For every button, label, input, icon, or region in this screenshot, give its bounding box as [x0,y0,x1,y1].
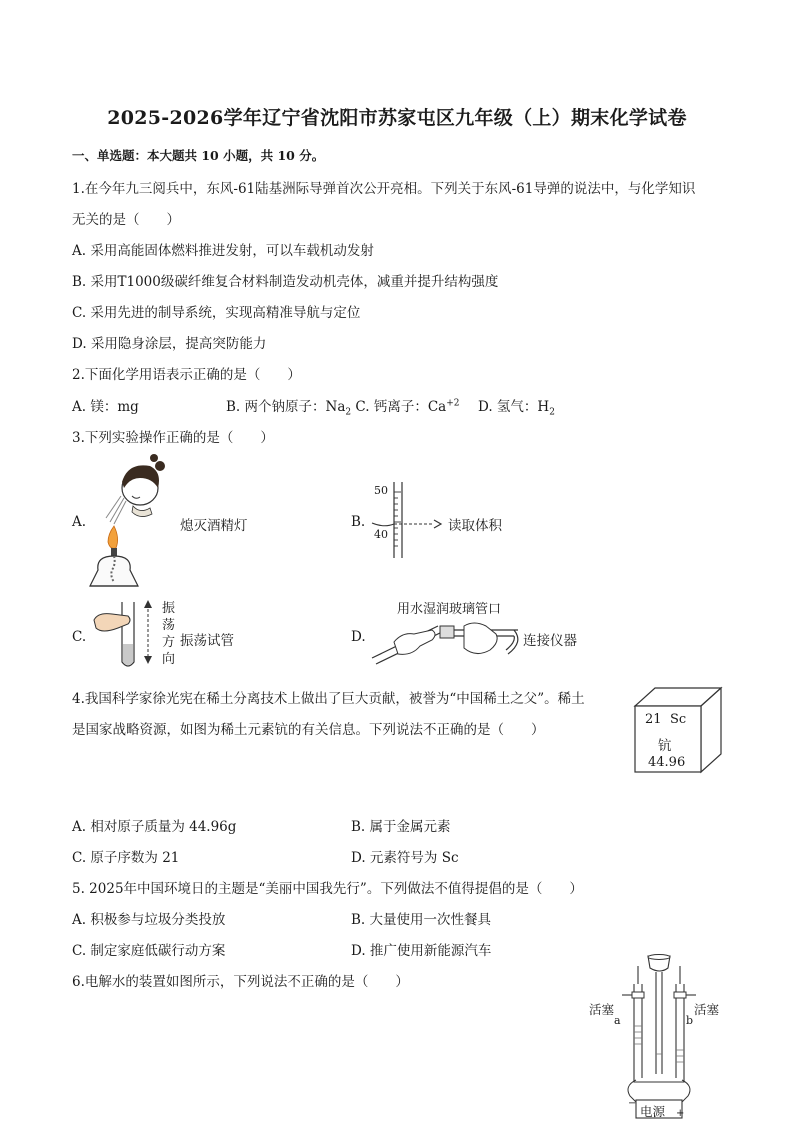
q2-option-d: D. 氢气：$H_2$ [478,399,555,418]
q4-stem-line1: 4.我国科学家徐光宪在稀土分离技术上做出了巨大贡献，被誉为“中国稀土之父”。稀土 [72,691,585,707]
q2-option-a: A. 镁：mg [72,399,139,415]
element-name: 钪 [658,738,672,754]
q2-option-b: B. 两个钠原子：$Na_2$ C. 钙离子：$Ca^{+2}$ [226,398,460,418]
power-source-label: 电源 [640,1104,666,1119]
q1-option-c: C. 采用先进的制导系统，实现高精准导航与定位 [72,305,361,321]
electrode-label-b: b [686,1014,694,1027]
page-title: 2025-2026学年辽宁省沈阳市苏家屯区九年级（上）期末化学试卷 [107,107,687,129]
element-mass: 44.96 [648,755,686,770]
q2-stem: 2.下面化学用语表示正确的是（ ） [72,367,301,383]
q3-b-label: 读取体积 [448,518,502,534]
cylinder-tick-50: 50 [374,484,388,497]
q3-d-letter: D. [351,629,366,645]
q4-option-d: D. 元素符号为 Sc [351,850,459,866]
q5-option-a: A. 积极参与垃圾分类投放 [72,912,226,928]
q5-option-b: B. 大量使用一次性餐具 [351,912,492,928]
section-heading: 一、单选题：本大题共 10 小题，共 10 分。 [72,148,325,163]
valve-label-left: 活塞 [589,1002,615,1017]
q1-stem-line2: 无关的是（ ） [72,212,180,228]
q1-option-a: A. 采用高能固体燃料推进发射，可以车载机动发射 [72,243,374,259]
q1-stem-line1: 1.在今年九三阅兵中，东风-61陆基洲际导弹首次公开亮相。下列关于东风-61导弹的说法中，与化学知识 [72,181,696,197]
q3-d-top-label: 用水湿润玻璃管口 [397,602,502,617]
q5-stem: 5. 2025年中国环境日的主题是“美丽中国我先行”。下列做法不值得提倡的是（ ） [72,881,583,897]
q5-option-d: D. 推广使用新能源汽车 [351,943,492,959]
q3-a-letter: A. [72,514,87,530]
q3-c-letter: C. [72,629,87,645]
power-minus-sign: − [628,1098,637,1109]
connecting-apparatus-illustration [368,612,524,672]
electrolysis-apparatus-illustration [594,954,724,1120]
q4-option-a: A. 相对原子质量为 44.96g [72,819,237,835]
electrode-label-a: a [614,1014,621,1027]
shaking-tube-illustration [88,598,164,672]
q4-stem-line2: 是国家战略资源，如图为稀土元素钪的有关信息。下列说法不正确的是（ ） [72,722,545,738]
element-number: 21 [645,712,662,727]
blowing-lamp-illustration [88,452,180,592]
q3-c-label: 振荡试管 [180,633,234,649]
q1-option-b: B. 采用T1000级碳纤维复合材料制造发动机壳体，减重并提升结构强度 [72,274,499,290]
q6-stem: 6.电解水的装置如图所示，下列说法不正确的是（ ） [72,974,409,990]
cylinder-tick-40: 40 [374,528,388,541]
q3-b-letter: B. [351,514,366,530]
element-symbol: Sc [670,712,687,727]
q3-stem: 3.下列实验操作正确的是（ ） [72,430,274,446]
q5-option-c: C. 制定家庭低碳行动方案 [72,943,226,959]
q3-a-label: 熄灭酒精灯 [180,518,248,534]
valve-label-right: 活塞 [694,1002,720,1017]
shake-direction-text: 振 荡 方 向 [162,601,176,667]
q4-option-c: C. 原子序数为 21 [72,850,180,866]
q3-d-label: 连接仪器 [523,633,577,649]
power-plus-sign: + [676,1108,685,1119]
q1-option-d: D. 采用隐身涂层，提高突防能力 [72,336,267,352]
q4-option-b: B. 属于金属元素 [351,819,451,835]
